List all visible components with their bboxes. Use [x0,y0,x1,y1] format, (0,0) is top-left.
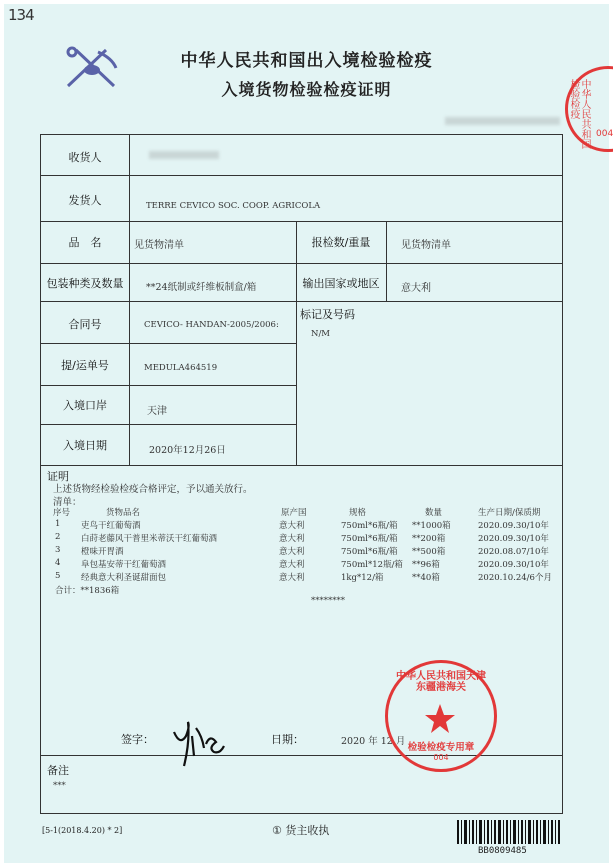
row-date: 2020.09.30/10年 [478,560,549,570]
row-spec: 1kg*12/箱 [341,573,384,583]
row-spec: 750ml*6瓶/箱 [341,521,398,531]
row-quantity: **500箱 [412,547,446,557]
port-label: 入境口岸 [63,399,107,412]
col-date: 生产日期/保质期 [478,508,541,518]
packing-label: 包装种类及数量 [46,277,124,290]
seal-text: 中华人民共和国 检验检疫 [568,79,590,149]
row-spec: 750ml*6瓶/箱 [341,534,398,544]
total: 合计：**1836箱 [55,586,120,596]
consignee-label: 收货人 [68,151,102,164]
seal-text: 中华人民共和国天津东疆港海关 [396,671,486,693]
contract-label: 合同号 [68,318,102,331]
row-no: 5 [55,571,61,581]
row-spec: 750ml*12瓶/箱 [341,560,403,570]
row-name: 白莳老藤风干普里米蒂沃干红葡萄酒 [81,534,218,544]
bill-of-lading-label: 提/运单号 [61,359,109,372]
row-quantity: **40箱 [412,573,440,583]
end-mark: ******** [311,596,345,606]
row-date: 2020.09.30/10年 [478,521,549,531]
sign-date-label: 日期： [271,733,304,746]
row-date: 2020.10.24/6个月 [478,573,552,583]
row-no: 1 [55,519,61,529]
bill-of-lading-value: MEDULA464519 [144,363,218,373]
signature-label: 签字： [121,733,154,746]
row-no: 3 [55,545,61,555]
col-quantity: 数量 [425,508,443,518]
quantity-label: 报检数/重量 [311,236,371,249]
row-origin: 意大利 [279,560,305,570]
inspection-seal [385,660,497,772]
contract-value: CEVICO- HANDAN-2005/2006: [144,320,279,330]
row-name: 阜包基安蒂干红葡萄酒 [81,560,167,570]
star-icon [424,703,456,735]
redacted-consignee [149,151,219,159]
handwritten-number: 134 [8,6,34,24]
handwritten-signature [166,710,236,780]
seal-subtext: 检验检疫专用章 [407,742,475,753]
list-heading: 清单： [53,497,82,508]
certificate-heading: 证明 [47,470,69,483]
redacted-certificate-number [445,117,560,125]
marks-value: N/M [311,329,331,339]
form-code: [5-1(2018.4.20) * 2] [42,826,123,835]
col-origin: 原产国 [281,508,307,518]
seal-number: 004 [596,129,613,139]
row-date: 2020.08.07/10年 [478,547,549,557]
product-label: 品 名 [68,236,102,249]
row-origin: 意大利 [279,573,305,583]
port-value: 天津 [147,406,167,417]
row-no: 4 [55,558,61,568]
copy-label: ① 货主收执 [272,824,330,837]
col-name: 货物品名 [106,508,141,518]
row-origin: 意大利 [279,534,305,544]
product-value: 见货物清单 [134,240,184,251]
marks-label: 标记及号码 [300,308,355,321]
row-no: 2 [55,532,61,542]
row-name: 经典意大利圣诞甜面包 [81,573,167,583]
row-origin: 意大利 [279,547,305,557]
issuer-title: 中华人民共和国出入境检验检疫 [180,51,433,71]
row-date: 2020.09.30/10年 [478,534,549,544]
row-quantity: **1000箱 [412,521,451,531]
certificate-statement: 上述货物经检验检疫合格评定，予以通关放行。 [53,484,253,495]
col-spec: 规格 [349,508,367,518]
entry-date-value: 2020年12月26日 [149,445,226,456]
seal-number: 004 [433,753,449,762]
consignor-label: 发货人 [68,194,102,207]
row-quantity: **96箱 [412,560,440,570]
remarks-value: *** [53,781,66,791]
row-spec: 750ml*6瓶/箱 [341,547,398,557]
document-title: 入境货物检验检疫证明 [221,80,392,99]
row-quantity: **200箱 [412,534,446,544]
col-no: 序号 [53,508,71,518]
barcode-number: BB0809485 [478,846,527,856]
sign-date-value: 2020 年 12 月 [341,736,406,747]
entry-date-label: 入境日期 [63,439,107,452]
origin-label: 输出国家或地区 [302,277,380,290]
remarks-label: 备注 [47,764,69,777]
row-name: 橙味开胃酒 [81,547,124,557]
quantity-value: 见货物清单 [401,240,451,251]
consignor-value: TERRE CEVICO SOC. COOP. AGRICOLA [146,201,321,211]
origin-value: 意大利 [401,283,431,294]
packing-value: **24纸制或纤维板制盒/箱 [146,282,257,293]
row-origin: 意大利 [279,521,305,531]
row-name: 吏鸟干红葡萄酒 [81,521,141,531]
barcode [457,820,561,844]
